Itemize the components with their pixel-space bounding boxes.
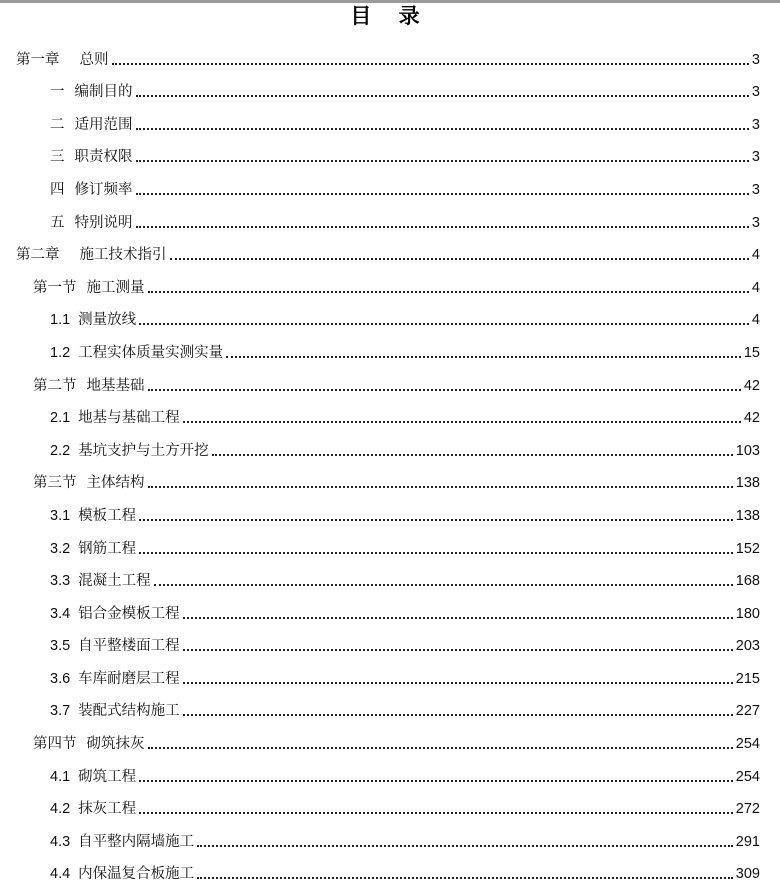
toc-dot-leader xyxy=(136,128,749,130)
toc-entry[interactable] xyxy=(0,101,780,134)
toc-entry-label: 编制目的 xyxy=(74,84,133,101)
toc-dot-leader xyxy=(197,877,733,879)
toc-entry-label: 砌筑工程 xyxy=(78,768,137,785)
toc-entry-number: 2.2 xyxy=(50,442,71,459)
toc-entry-page-number: 42 xyxy=(743,410,760,427)
toc-entry-number: 一 xyxy=(50,84,65,101)
toc-entry-number: 二 xyxy=(50,116,65,133)
toc-entry-number: 4.3 xyxy=(50,833,71,850)
toc-dot-leader xyxy=(183,682,733,684)
toc-entry-label: 内保温复合板施工 xyxy=(78,866,195,883)
toc-entry-page-number: 152 xyxy=(735,540,760,557)
toc-entry[interactable] xyxy=(0,329,780,362)
toc-entry[interactable] xyxy=(0,69,780,102)
toc-entry-label: 钢筋工程 xyxy=(78,540,137,557)
toc-entry-number: 4.4 xyxy=(50,866,71,883)
toc-entry-page-number: 227 xyxy=(735,703,760,720)
toc-entry-label: 主体结构 xyxy=(86,475,145,492)
toc-entry-label: 测量放线 xyxy=(78,312,137,329)
toc-entry[interactable] xyxy=(0,623,780,656)
toc-entry-label: 自平整楼面工程 xyxy=(78,638,180,655)
toc-entry-label: 总则 xyxy=(79,51,109,68)
toc-entry[interactable] xyxy=(0,655,780,688)
toc-entry[interactable] xyxy=(0,36,780,69)
toc-entry[interactable] xyxy=(0,851,780,884)
toc-entry[interactable] xyxy=(0,492,780,525)
toc-dot-leader xyxy=(154,584,733,586)
toc-entry-number: 第一节 xyxy=(33,279,77,296)
toc-dot-leader xyxy=(212,454,733,456)
toc-entry-page-number: 4 xyxy=(751,312,760,329)
toc-entry-number: 第三节 xyxy=(33,475,77,492)
toc-entry-page-number: 3 xyxy=(751,149,760,166)
toc-entry-page-number: 309 xyxy=(735,866,760,883)
toc-entry[interactable] xyxy=(0,395,780,428)
toc-entry-number: 五 xyxy=(50,214,65,231)
toc-entry-label: 抹灰工程 xyxy=(78,801,137,818)
toc-entry-label: 模板工程 xyxy=(78,507,137,524)
toc-entry-number: 3.1 xyxy=(50,507,71,524)
toc-entry-page-number: 3 xyxy=(751,214,760,231)
toc-entry-label: 车库耐磨层工程 xyxy=(78,670,180,687)
toc-dot-leader xyxy=(183,714,733,716)
toc-entry-page-number: 138 xyxy=(735,475,760,492)
toc-entry-number: 1.2 xyxy=(50,344,71,361)
toc-entry-number: 第四节 xyxy=(33,736,77,753)
toc-entry-page-number: 3 xyxy=(751,181,760,198)
toc-entry-number: 3.2 xyxy=(50,540,71,557)
toc-entry[interactable] xyxy=(0,818,780,851)
toc-entry[interactable] xyxy=(0,786,780,819)
toc-entry[interactable] xyxy=(0,297,780,330)
toc-entry-label: 施工技术指引 xyxy=(79,247,167,264)
toc-entry-page-number: 254 xyxy=(735,768,760,785)
toc-dot-leader xyxy=(136,193,749,195)
toc-entry-label: 工程实体质量实测实量 xyxy=(78,344,224,361)
toc-entry-label: 特别说明 xyxy=(74,214,133,231)
toc-dot-leader xyxy=(139,552,733,554)
toc-entry[interactable] xyxy=(0,362,780,395)
toc-dot-leader xyxy=(136,160,749,162)
toc-entry-page-number: 4 xyxy=(751,279,760,296)
toc-entry-number: 1.1 xyxy=(50,312,71,329)
toc-entry[interactable] xyxy=(0,427,780,460)
toc-entry-number: 四 xyxy=(50,181,65,198)
toc-dot-leader xyxy=(139,323,749,325)
toc-entry-label: 砌筑抹灰 xyxy=(86,736,145,753)
toc-entry-page-number: 3 xyxy=(751,51,760,68)
toc-entry-page-number: 215 xyxy=(735,670,760,687)
toc-entry-label: 基坑支护与土方开挖 xyxy=(78,442,209,459)
toc-title: 目 录 xyxy=(350,4,430,28)
toc-entry-number: 第一章 xyxy=(16,51,60,68)
toc-dot-leader xyxy=(148,486,733,488)
toc-entry-label: 地基与基础工程 xyxy=(78,410,180,427)
toc-entry-page-number: 168 xyxy=(735,573,760,590)
toc-entry-number: 第二节 xyxy=(33,377,77,394)
toc-entry-page-number: 103 xyxy=(735,442,760,459)
toc-dot-leader xyxy=(197,845,733,847)
toc-dot-leader xyxy=(183,649,733,651)
toc-entry-page-number: 15 xyxy=(743,344,760,361)
toc-entry-page-number: 3 xyxy=(751,84,760,101)
toc-dot-leader xyxy=(226,356,741,358)
toc-dot-leader xyxy=(136,226,749,228)
toc-dot-leader xyxy=(170,258,749,260)
toc-entry-number: 2.1 xyxy=(50,410,71,427)
toc-entry[interactable] xyxy=(0,590,780,623)
toc-dot-leader xyxy=(112,63,749,65)
toc-entry-number: 3.4 xyxy=(50,605,71,622)
toc-dot-leader xyxy=(136,95,749,97)
toc-entry-label: 铝合金模板工程 xyxy=(78,605,180,622)
toc-dot-leader xyxy=(139,780,733,782)
toc-entry-page-number: 3 xyxy=(751,116,760,133)
toc-entry-number: 4.1 xyxy=(50,768,71,785)
toc-entry[interactable] xyxy=(0,264,780,297)
toc-entry-label: 装配式结构施工 xyxy=(78,703,180,720)
toc-entry-label: 地基基础 xyxy=(86,377,145,394)
toc-entry-number: 3.5 xyxy=(50,638,71,655)
toc-entry-number: 3.7 xyxy=(50,703,71,720)
toc-entry[interactable] xyxy=(0,199,780,232)
toc-entry[interactable] xyxy=(0,460,780,493)
toc-dot-leader xyxy=(183,421,741,423)
toc-dot-leader xyxy=(148,291,749,293)
toc-entry-number: 4.2 xyxy=(50,801,71,818)
toc-entry-number: 3.6 xyxy=(50,670,71,687)
toc-dot-leader xyxy=(183,617,733,619)
toc-entry[interactable] xyxy=(0,753,780,786)
toc-entry-page-number: 291 xyxy=(735,833,760,850)
toc-entry-label: 适用范围 xyxy=(74,116,133,133)
table-of-contents xyxy=(0,36,780,883)
toc-dot-leader xyxy=(139,812,733,814)
toc-entry[interactable] xyxy=(0,134,780,167)
toc-entry-number: 第二章 xyxy=(16,247,60,264)
toc-entry-page-number: 272 xyxy=(735,801,760,818)
toc-entry-page-number: 180 xyxy=(735,605,760,622)
toc-entry[interactable] xyxy=(0,166,780,199)
toc-entry-page-number: 138 xyxy=(735,507,760,524)
toc-entry-page-number: 254 xyxy=(735,736,760,753)
toc-entry[interactable] xyxy=(0,558,780,591)
toc-entry[interactable] xyxy=(0,688,780,721)
toc-entry[interactable] xyxy=(0,232,780,265)
toc-dot-leader xyxy=(139,519,733,521)
toc-entry-label: 修订频率 xyxy=(74,181,133,198)
toc-dot-leader xyxy=(148,747,733,749)
toc-entry-page-number: 203 xyxy=(735,638,760,655)
toc-dot-leader xyxy=(148,389,741,391)
toc-entry-label: 职责权限 xyxy=(74,149,133,166)
toc-entry-number: 三 xyxy=(50,149,65,166)
toc-entry-label: 施工测量 xyxy=(86,279,145,296)
toc-entry-page-number: 42 xyxy=(743,377,760,394)
toc-entry[interactable] xyxy=(0,720,780,753)
toc-entry-label: 自平整内隔墙施工 xyxy=(78,833,195,850)
toc-entry-label: 混凝土工程 xyxy=(78,573,151,590)
toc-entry-page-number: 4 xyxy=(751,247,760,264)
toc-entry[interactable] xyxy=(0,525,780,558)
toc-entry-number: 3.3 xyxy=(50,573,71,590)
